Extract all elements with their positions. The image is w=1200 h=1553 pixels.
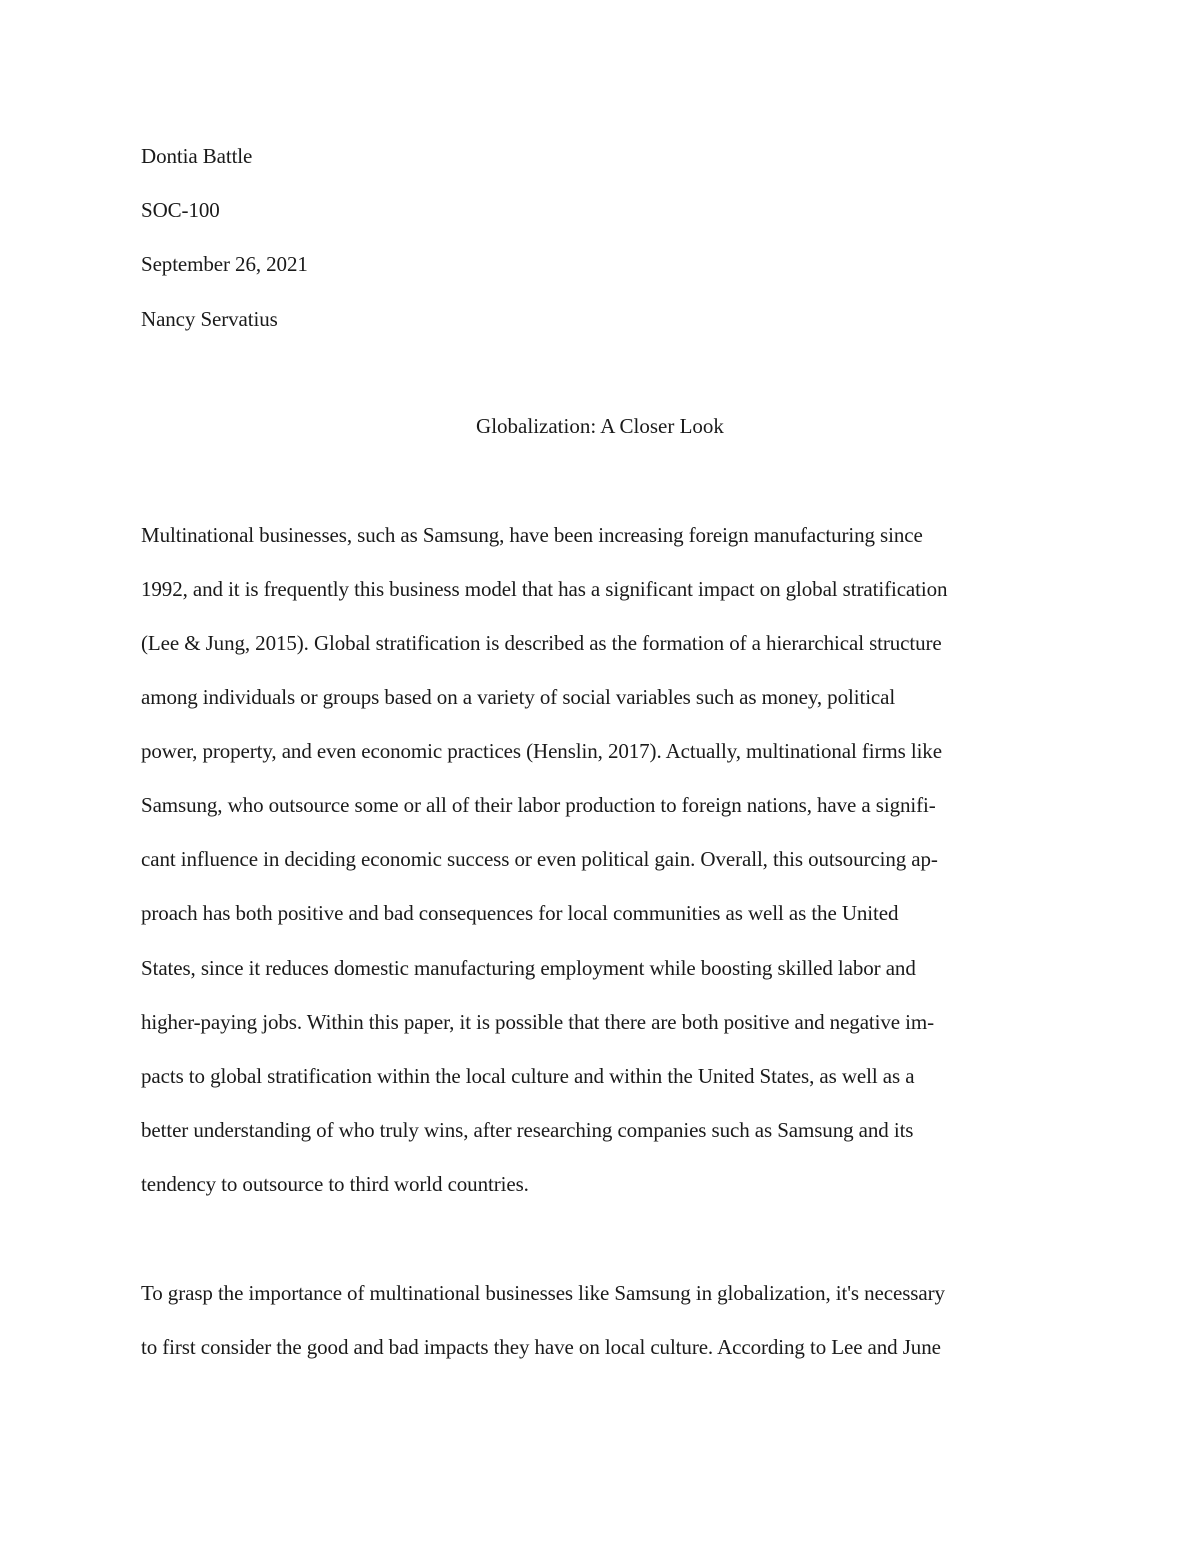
author-name: Dontia Battle	[141, 144, 253, 168]
paragraph-line: better understanding of who truly wins, after researching companies such as Samsung and its	[141, 1118, 914, 1142]
paragraph-line: cant influence in deciding economic success or even political gain. Overall, this outsourcing ap-	[141, 847, 938, 871]
paper-title: Globalization: A Closer Look	[476, 414, 724, 438]
paragraph-line: pacts to global stratification within the local culture and within the United States, as well as a	[141, 1064, 915, 1088]
paragraph-line: States, since it reduces domestic manufacturing employment while boosting skilled labor and	[141, 956, 916, 980]
paragraph-line: (Lee & Jung, 2015). Global stratification is described as the formation of a hierarchical structure	[141, 631, 942, 655]
paragraph-line: higher-paying jobs. Within this paper, it is possible that there are both positive and negative im-	[141, 1010, 935, 1034]
paragraph-line: to first consider the good and bad impacts they have on local culture. According to Lee and June	[141, 1335, 941, 1359]
paragraph-line: tendency to outsource to third world countries.	[141, 1172, 529, 1196]
submission-date: September 26, 2021	[141, 252, 308, 276]
paragraph-line: Multinational businesses, such as Samsung, have been increasing foreign manufacturing since	[141, 523, 923, 547]
paragraph-line: power, property, and even economic practices (Henslin, 2017). Actually, multinational firms like	[141, 739, 942, 763]
paragraph-line: Samsung, who outsource some or all of their labor production to foreign nations, have a signifi-	[141, 793, 936, 817]
paragraph-line: 1992, and it is frequently this business model that has a significant impact on global stratification	[141, 577, 948, 601]
instructor-name: Nancy Servatius	[141, 307, 278, 331]
paragraph-line: proach has both positive and bad consequences for local communities as well as the United	[141, 901, 899, 925]
course-code: SOC-100	[141, 198, 220, 222]
paragraph-line: among individuals or groups based on a variety of social variables such as money, political	[141, 685, 896, 709]
paragraph-line: To grasp the importance of multinational businesses like Samsung in globalization, it's necessary	[141, 1281, 945, 1305]
